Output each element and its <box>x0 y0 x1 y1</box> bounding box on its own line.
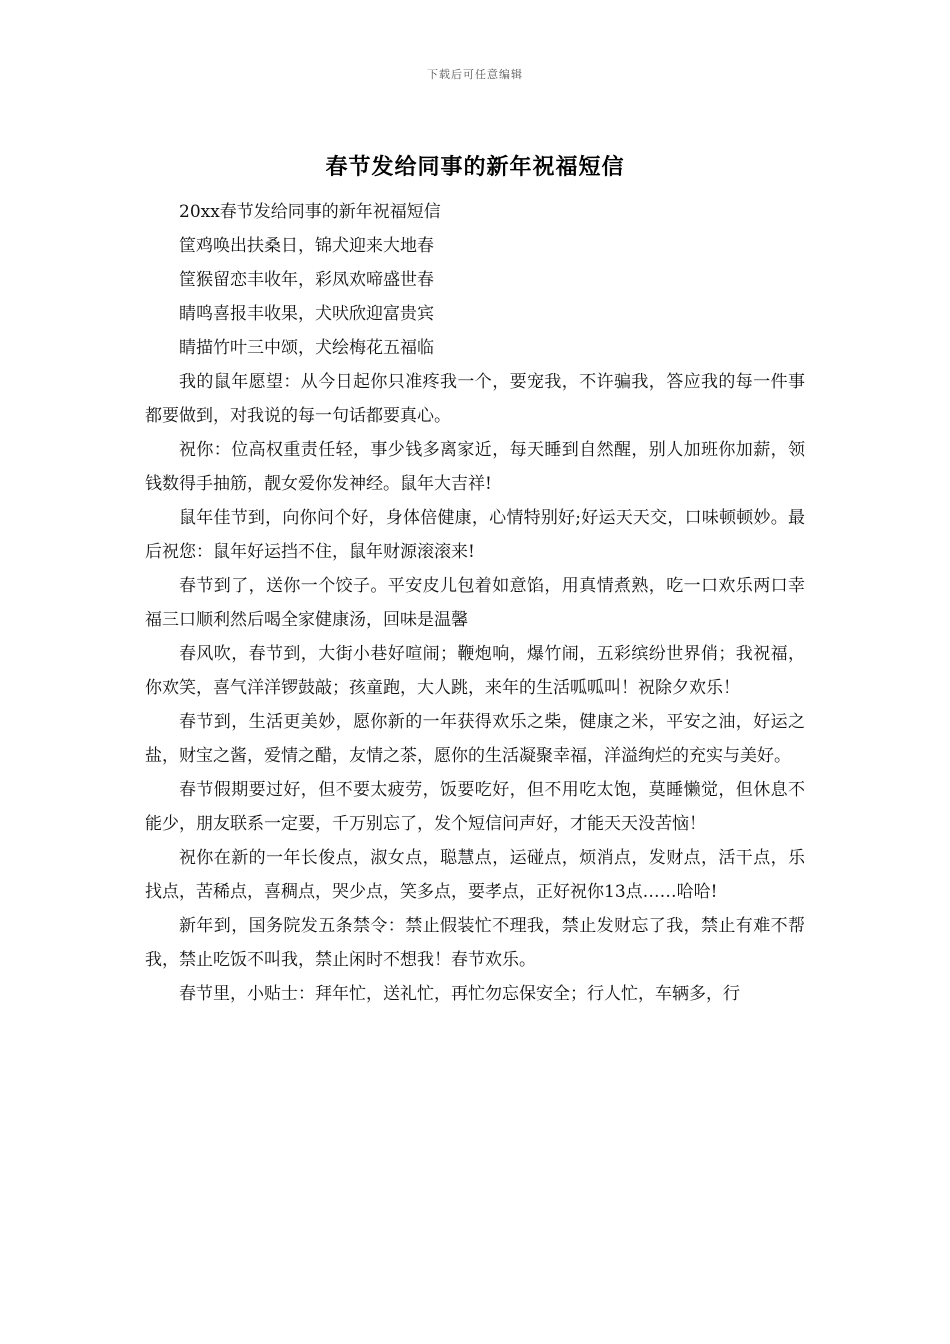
paragraph: 春节到，生活更美妙，愿你新的一年获得欢乐之柴，健康之米，平安之油，好运之盐，财宝之酱，爱情之醋，友情之茶，愿你的生活凝聚幸福，洋溢绚烂的充实与美好。 <box>145 712 805 766</box>
paragraph: 筐鸡唤出扶桑日，锦犬迎来大地春 <box>179 236 434 256</box>
paragraph: 20xx春节发给同事的新年祝福短信 <box>179 202 441 222</box>
header-note: 下载后可任意编辑 <box>427 68 523 81</box>
paragraph: 祝你：位高权重责任轻，事少钱多离家近，每天睡到自然醒，别人加班你加薪，领钱数得手抽筋，靓女爱你发神经。鼠年大吉祥! <box>145 440 805 494</box>
paragraph: 春风吹，春节到，大街小巷好喧闹；鞭炮响，爆竹闹，五彩缤纷世界俏；我祝福，你欢笑，喜气洋洋锣鼓敲；孩童跑，大人跳，来年的生活呱呱叫！祝除夕欢乐！ <box>145 644 805 698</box>
paragraph: 睛描竹叶三中颂，犬绘梅花五福临 <box>179 338 434 358</box>
paragraph: 筐猴留恋丰收年，彩凤欢啼盛世春 <box>179 270 434 290</box>
paragraph: 春节到了，送你一个饺子。平安皮儿包着如意馅，用真情煮熟，吃一口欢乐两口幸福三口顺利然后喝全家健康汤，回味是温馨 <box>145 576 805 630</box>
paragraph: 睛鸣喜报丰收果，犬吠欣迎富贵宾 <box>179 304 434 324</box>
paragraph: 新年到，国务院发五条禁令：禁止假装忙不理我，禁止发财忘了我，禁止有难不帮我，禁止吃饭不叫我，禁止闲时不想我！春节欢乐。 <box>145 916 805 970</box>
document-title: 春节发给同事的新年祝福短信 <box>325 154 625 180</box>
paragraph: 我的鼠年愿望：从今日起你只准疼我一个，要宠我，不许骗我，答应我的每一件事都要做到，对我说的每一句话都要真心。 <box>145 372 805 426</box>
document-body <box>145 195 805 1011</box>
paragraph: 祝你在新的一年长俊点，淑女点，聪慧点，运碰点，烦消点，发财点，活干点，乐找点，苦稀点，喜稠点，哭少点，笑多点，要孝点，正好祝你13点……哈哈! <box>145 848 805 902</box>
paragraph: 春节假期要过好，但不要太疲劳，饭要吃好，但不用吃太饱，莫睡懒觉，但休息不能少，朋友联系一定要，千万别忘了，发个短信问声好，才能天天没苦恼！ <box>145 780 805 834</box>
paragraph: 春节里，小贴士：拜年忙，送礼忙，再忙勿忘保安全；行人忙，车辆多，行 <box>179 984 740 1004</box>
paragraph: 鼠年佳节到，向你问个好，身体倍健康，心情特别好;好运天天交，口味顿顿妙。最后祝您：鼠年好运挡不住，鼠年财源滚滚来! <box>145 508 805 562</box>
